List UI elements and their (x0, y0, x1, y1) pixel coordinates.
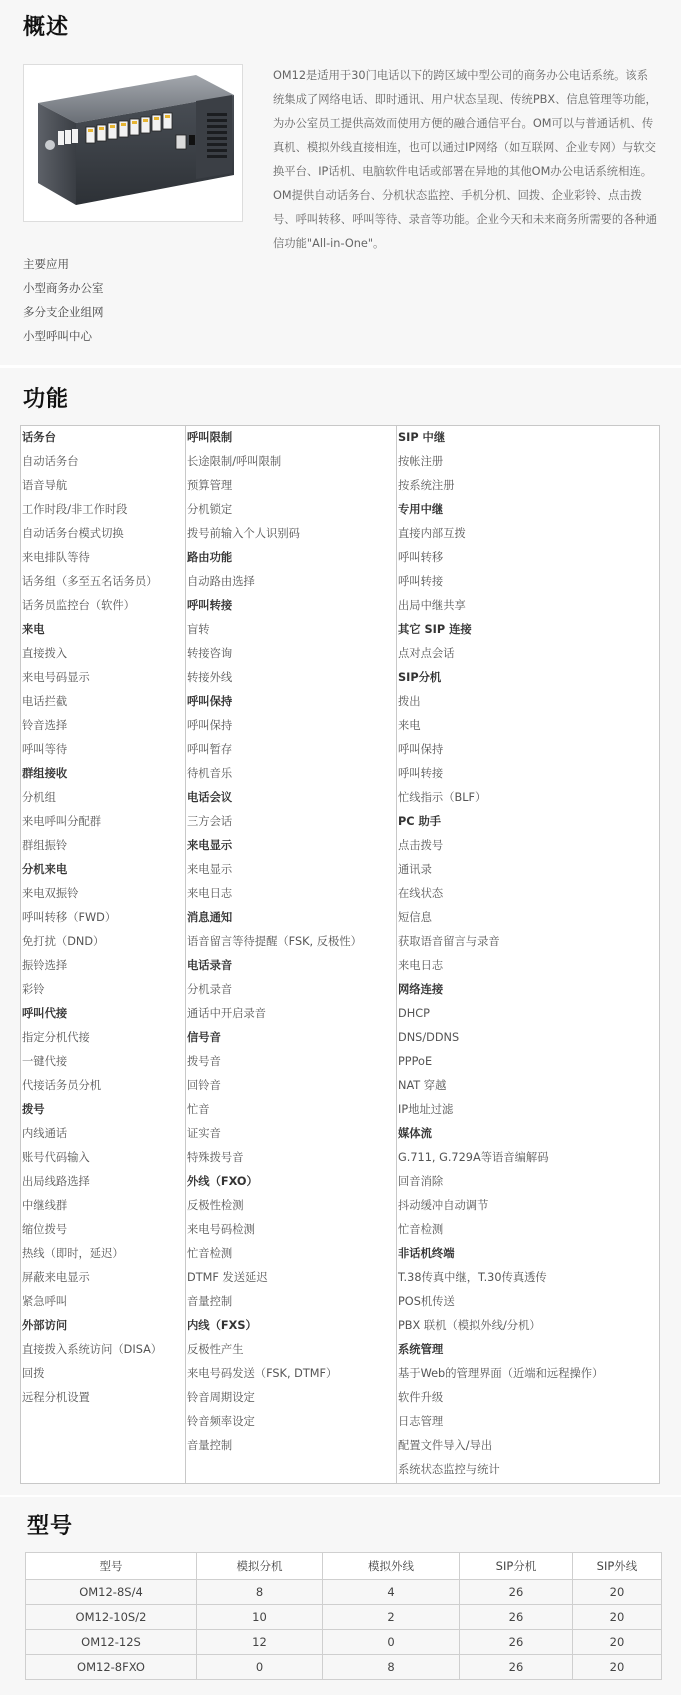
feature-category: 外线（FXO） (187, 1175, 258, 1188)
feature-item: 按帐注册 (398, 455, 444, 468)
analog-ext-count: 8 (197, 1580, 323, 1605)
features-column-3 (396, 426, 660, 1483)
feature-item: 出局线路选择 (22, 1175, 90, 1188)
feature-item: 音量控制 (187, 1295, 233, 1308)
models-title: 型号 (27, 1514, 74, 1539)
feature-category: PC 助手 (398, 815, 442, 828)
feature-category: 非话机终端 (398, 1247, 455, 1260)
om12-device-illustration (24, 65, 242, 221)
feature-item: 振铃选择 (22, 959, 68, 972)
analog-ext-count: 10 (197, 1605, 323, 1630)
analog-ext-count: 0 (197, 1655, 323, 1680)
feature-category: 外部访问 (22, 1319, 68, 1332)
feature-item: NAT 穿越 (398, 1079, 447, 1092)
feature-category: 其它 SIP 连接 (398, 623, 472, 636)
feature-item: T.38传真中继，T.30传真透传 (398, 1271, 547, 1284)
feature-item: PBX 联机（模拟外线/分机） (398, 1319, 541, 1332)
feature-item: 系统状态监控与统计 (398, 1463, 500, 1476)
feature-item: 语音导航 (22, 479, 68, 492)
feature-item: 忙线指示（BLF） (398, 791, 487, 804)
feature-item: 回铃音 (187, 1079, 221, 1092)
analog-ext-count: 12 (197, 1630, 323, 1655)
feature-item: 呼叫保持 (398, 743, 444, 756)
feature-item: 呼叫转移（FWD） (22, 911, 117, 924)
feature-item: PPPoE (398, 1055, 433, 1068)
feature-item: 通讯录 (398, 863, 432, 876)
feature-category: SIP分机 (398, 671, 442, 684)
feature-item: 铃音选择 (22, 719, 68, 732)
application-item: 小型呼叫中心 (23, 329, 92, 343)
table-row (26, 1605, 662, 1630)
feature-item: 直接内部互拨 (398, 527, 466, 540)
overview-title: 概述 (23, 15, 70, 40)
feature-item: 话务组（多至五名话务员） (22, 575, 158, 588)
feature-item: 自动话务台 (22, 455, 79, 468)
feature-category: SIP 中继 (398, 431, 446, 444)
feature-item: 免打扰（DND） (22, 935, 105, 948)
models-header-row (26, 1553, 662, 1580)
feature-item: 呼叫等待 (22, 743, 68, 756)
feature-item: 呼叫转移 (398, 551, 444, 564)
model-name: OM12-10S/2 (26, 1605, 197, 1630)
feature-category: 内线（FXS） (187, 1319, 257, 1332)
product-image (23, 64, 243, 222)
feature-item: 盲转 (187, 623, 210, 636)
feature-item: 忙音 (187, 1103, 210, 1116)
feature-item: 忙音检测 (398, 1223, 444, 1236)
feature-category: 电话会议 (187, 791, 233, 804)
feature-item: 软件升级 (398, 1391, 444, 1404)
feature-item: 基于Web的管理界面（近端和远程操作） (398, 1367, 604, 1380)
feature-category: 呼叫限制 (187, 431, 233, 444)
feature-item: 按系统注册 (398, 479, 455, 492)
analog-trunk-count: 4 (323, 1580, 460, 1605)
sip-ext-count: 26 (460, 1580, 573, 1605)
feature-item: 呼叫转接 (398, 575, 444, 588)
feature-item: 呼叫暂存 (187, 743, 233, 756)
sip-ext-count: 26 (460, 1630, 573, 1655)
feature-item: 话务员监控台（软件） (22, 599, 135, 612)
feature-category: 来电显示 (187, 839, 233, 852)
feature-item: 直接拨入系统访问（DISA） (22, 1343, 163, 1356)
application-item: 多分支企业组网 (23, 305, 104, 319)
feature-category: 信号音 (187, 1031, 221, 1044)
feature-category: 系统管理 (398, 1343, 444, 1356)
features-table (20, 425, 660, 1484)
col-header-sip-ext: SIP分机 (460, 1553, 573, 1580)
overview-description: OM12是适用于30门电话以下的跨区域中型公司的商务办公电话系统。该系统集成了网络电话、即时通讯、用户状态呈现、传统PBX、信息管理等功能，为办公室员工提供高效而使用方便的融合通信平台。OM可以与普通话机、传真机、模拟外线直接相连，也可以通过IP网络（如互联网、企业专网）与软交换平台、IP话机、电脑软件电话或部署在异地的其他OM办公电话系统相连。OM提供自动话务台、分机状态监控、手机分机、回拨、企业彩铃、点击拨号、呼叫转移、呼叫等待、录音等功能。企业今天和未来商务所需要的各种通信功能"All-in-One"。 (273, 69, 658, 250)
feature-item: 来电呼叫分配群 (22, 815, 102, 828)
feature-item: IP地址过滤 (398, 1103, 454, 1116)
feature-item: 音量控制 (187, 1439, 233, 1452)
feature-item: 忙音检测 (187, 1247, 233, 1260)
feature-item: 分机锁定 (187, 503, 233, 516)
feature-item: 电话拦截 (22, 695, 68, 708)
analog-trunk-count: 2 (323, 1605, 460, 1630)
feature-item: 缩位拨号 (22, 1223, 68, 1236)
feature-item: 来电日志 (398, 959, 444, 972)
applications-heading: 主要应用 (23, 257, 69, 271)
feature-item: 来电日志 (187, 887, 233, 900)
features-column-1 (21, 426, 185, 1483)
feature-item: 来电号码显示 (22, 671, 90, 684)
feature-item: 热线（即时，延迟） (22, 1247, 124, 1260)
feature-item: 抖动缓冲自动调节 (398, 1199, 489, 1212)
feature-item: 紧急呼叫 (22, 1295, 68, 1308)
feature-item: 分机组 (22, 791, 56, 804)
feature-item: 来电双振铃 (22, 887, 79, 900)
feature-item: 配置文件导入/导出 (398, 1439, 493, 1452)
feature-category: 话务台 (22, 431, 56, 444)
feature-item: 呼叫转接 (398, 767, 444, 780)
feature-item: 中继线群 (22, 1199, 68, 1212)
feature-item: 预算管理 (187, 479, 233, 492)
model-name: OM12-8S/4 (26, 1580, 197, 1605)
feature-item: 证实音 (187, 1127, 221, 1140)
feature-item: 长途限制/呼叫限制 (187, 455, 282, 468)
feature-item: 待机音乐 (187, 767, 233, 780)
feature-item: 指定分机代接 (22, 1031, 90, 1044)
applications-list (23, 252, 104, 348)
feature-item: 自动话务台模式切换 (22, 527, 124, 540)
feature-item: 拨号音 (187, 1055, 221, 1068)
feature-item: POS机传送 (398, 1295, 455, 1308)
features-column-2 (185, 426, 397, 1483)
feature-item: 回拨 (22, 1367, 45, 1380)
feature-category: 拨号 (22, 1103, 45, 1116)
feature-item: 自动路由选择 (187, 575, 255, 588)
feature-category: 分机来电 (22, 863, 68, 876)
feature-item: 日志管理 (398, 1415, 444, 1428)
col-header-model: 型号 (26, 1553, 197, 1580)
feature-category: 呼叫保持 (187, 695, 233, 708)
feature-item: 点对点会话 (398, 647, 455, 660)
feature-item: 远程分机设置 (22, 1391, 90, 1404)
analog-trunk-count: 8 (323, 1655, 460, 1680)
feature-item: 来电排队等待 (22, 551, 90, 564)
sip-ext-count: 26 (460, 1655, 573, 1680)
model-name: OM12-12S (26, 1630, 197, 1655)
sip-trunk-count: 20 (573, 1605, 662, 1630)
col-header-analog-trunk: 模拟外线 (323, 1553, 460, 1580)
features-title: 功能 (23, 387, 70, 412)
col-header-sip-trunk: SIP外线 (573, 1553, 662, 1580)
feature-item: 来电显示 (187, 863, 233, 876)
feature-item: 来电号码检测 (187, 1223, 255, 1236)
feature-item: 点击拨号 (398, 839, 444, 852)
feature-item: 群组振铃 (22, 839, 68, 852)
feature-category: 路由功能 (187, 551, 233, 564)
table-row (26, 1655, 662, 1680)
sip-ext-count: 26 (460, 1605, 573, 1630)
feature-item: 在线状态 (398, 887, 444, 900)
feature-item: 屏蔽来电显示 (22, 1271, 90, 1284)
feature-category: 呼叫转接 (187, 599, 233, 612)
table-row (26, 1630, 662, 1655)
feature-item: 转接外线 (187, 671, 233, 684)
feature-item: 铃音周期设定 (187, 1391, 255, 1404)
feature-category: 消息通知 (187, 911, 233, 924)
feature-category: 电话录音 (187, 959, 233, 972)
feature-item: DTMF 发送延迟 (187, 1271, 268, 1284)
feature-item: 拨号前输入个人识别码 (187, 527, 300, 540)
application-item: 小型商务办公室 (23, 281, 104, 295)
feature-item: 来电号码发送（FSK, DTMF） (187, 1367, 338, 1380)
sip-trunk-count: 20 (573, 1630, 662, 1655)
feature-category: 网络连接 (398, 983, 444, 996)
feature-item: 彩铃 (22, 983, 45, 996)
feature-item: 呼叫保持 (187, 719, 233, 732)
feature-category: 群组接收 (22, 767, 68, 780)
analog-trunk-count: 0 (323, 1630, 460, 1655)
models-table (25, 1552, 662, 1680)
feature-item: 分机录音 (187, 983, 233, 996)
table-row (26, 1580, 662, 1605)
feature-item: 语音留言等待提醒（FSK, 反极性） (187, 935, 362, 948)
feature-item: 回音消除 (398, 1175, 444, 1188)
sip-trunk-count: 20 (573, 1655, 662, 1680)
feature-item: 反极性产生 (187, 1343, 244, 1356)
feature-item: 出局中继共享 (398, 599, 466, 612)
feature-item: 转接咨询 (187, 647, 233, 660)
feature-category: 媒体流 (398, 1127, 432, 1140)
feature-category: 专用中继 (398, 503, 444, 516)
feature-item: 获取语音留言与录音 (398, 935, 500, 948)
model-name: OM12-8FXO (26, 1655, 197, 1680)
feature-item: 铃音频率设定 (187, 1415, 255, 1428)
feature-item: DNS/DDNS (398, 1031, 460, 1044)
feature-item: 来电 (398, 719, 421, 732)
feature-item: 拨出 (398, 695, 421, 708)
col-header-analog-ext: 模拟分机 (197, 1553, 323, 1580)
feature-item: 一键代接 (22, 1055, 68, 1068)
feature-category: 呼叫代接 (22, 1007, 68, 1020)
feature-item: 账号代码输入 (22, 1151, 90, 1164)
feature-item: G.711, G.729A等语音编解码 (398, 1151, 549, 1164)
feature-item: 通话中开启录音 (187, 1007, 267, 1020)
feature-item: 内线通话 (22, 1127, 68, 1140)
feature-item: 反极性检测 (187, 1199, 244, 1212)
feature-item: 直接拨入 (22, 647, 68, 660)
feature-category: 来电 (22, 623, 45, 636)
sip-trunk-count: 20 (573, 1580, 662, 1605)
feature-item: DHCP (398, 1007, 430, 1020)
feature-item: 三方会话 (187, 815, 233, 828)
feature-item: 特殊拨号音 (187, 1151, 244, 1164)
feature-item: 工作时段/非工作时段 (22, 503, 128, 516)
feature-item: 短信息 (398, 911, 432, 924)
feature-item: 代接话务员分机 (22, 1079, 102, 1092)
